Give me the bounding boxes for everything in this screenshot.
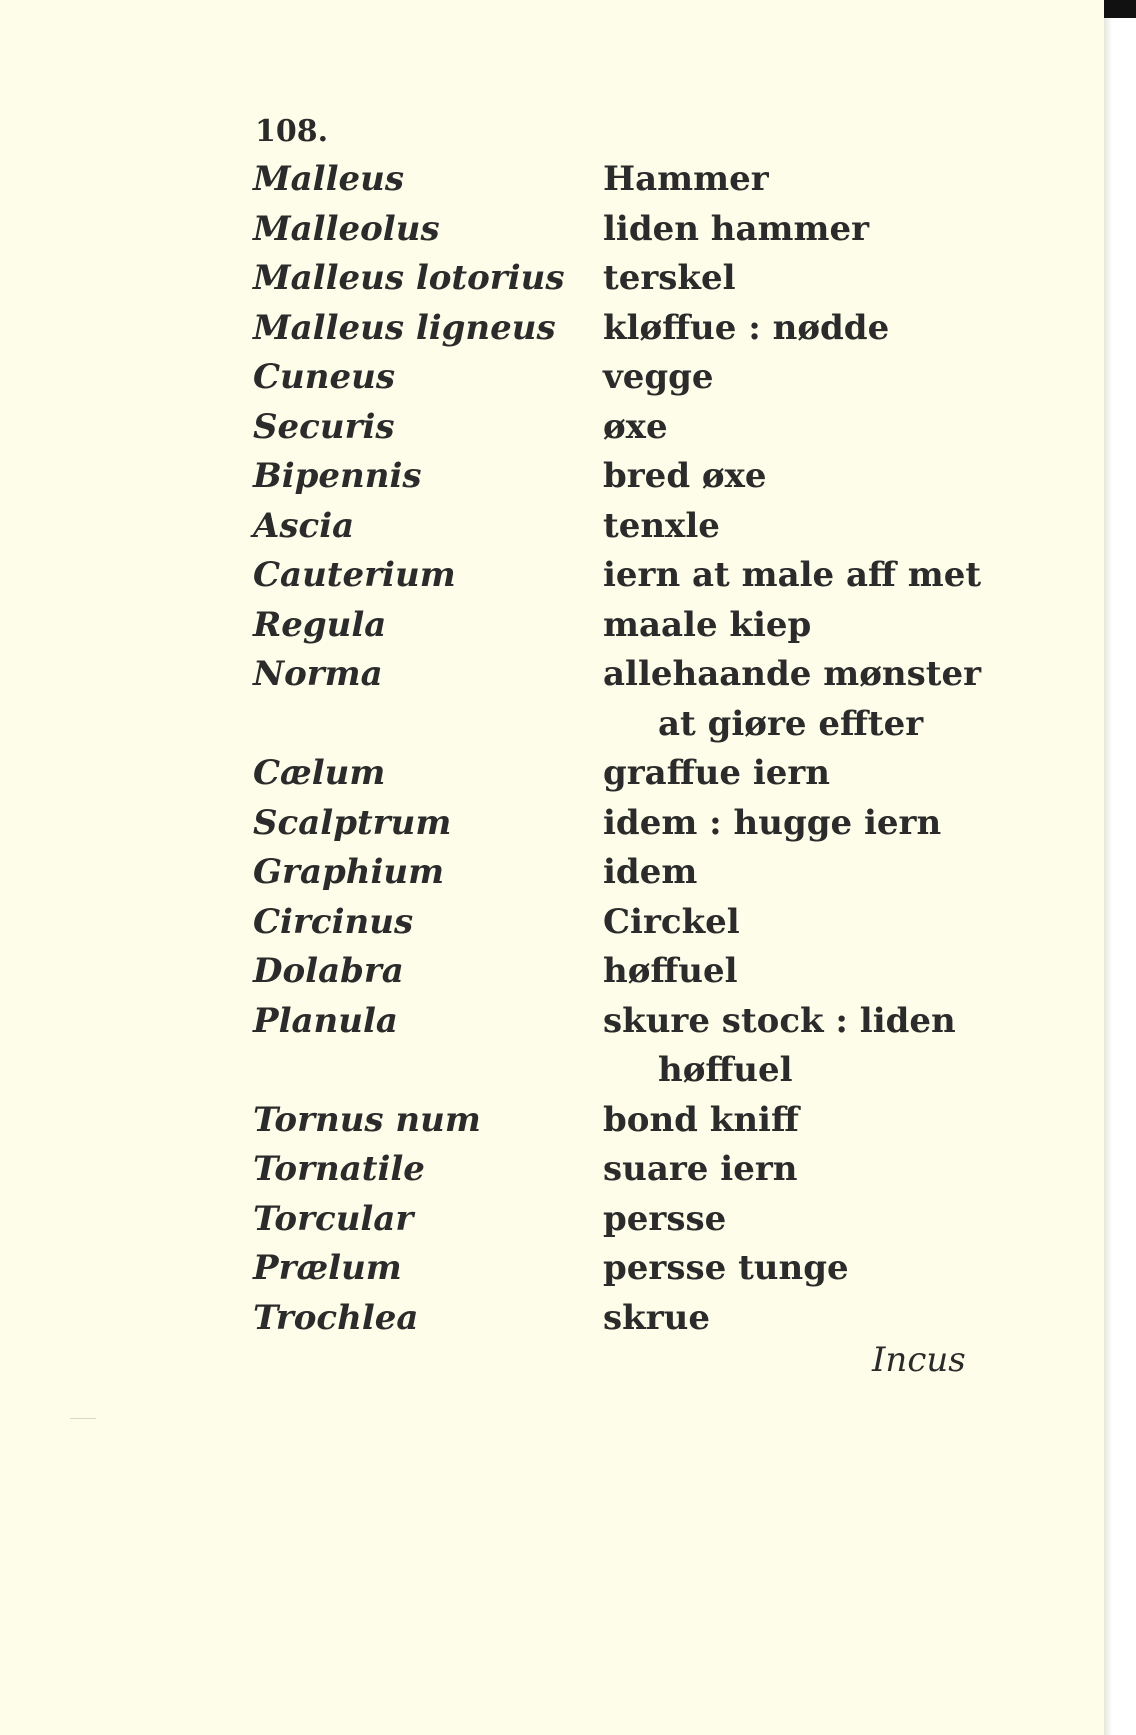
danish-term: tenxle	[603, 505, 720, 546]
danish-term: terskel	[603, 258, 736, 298]
danish-term: vegge	[603, 357, 714, 397]
danish-term: idem : hugge iern	[603, 802, 942, 843]
list-item	[0, 898, 1104, 948]
danish-term: graffue iern	[603, 753, 830, 793]
danish-term: Hammer	[603, 159, 769, 199]
list-item	[0, 997, 1104, 1047]
danish-term: iern at male aff met	[603, 555, 982, 595]
list-item	[0, 304, 1104, 354]
latin-term: Malleolus	[253, 208, 440, 249]
list-item	[0, 947, 1104, 997]
list-item	[0, 502, 1104, 552]
latin-term: Scalptrum	[253, 802, 452, 843]
list-item	[0, 601, 1104, 651]
danish-term: bred øxe	[603, 456, 767, 496]
latin-term: Dolabra	[253, 951, 404, 991]
list-item	[0, 551, 1104, 601]
latin-term: Cælum	[253, 753, 386, 793]
list-item	[0, 650, 1104, 700]
page-edge-shadow	[1104, 0, 1112, 1735]
danish-term: høffuel	[603, 951, 738, 991]
list-item	[0, 403, 1104, 453]
latin-term: Prælum	[253, 1248, 402, 1288]
glossary-list	[0, 155, 1104, 1343]
latin-term: Norma	[253, 654, 383, 694]
latin-term: Torcular	[253, 1198, 414, 1239]
danish-term: Circkel	[603, 901, 740, 942]
latin-term: Graphium	[253, 852, 445, 892]
danish-term: persse	[603, 1198, 727, 1239]
list-item	[0, 1096, 1104, 1146]
latin-term: Securis	[253, 406, 395, 447]
danish-term: allehaande mønster	[603, 654, 982, 694]
list-item	[0, 848, 1104, 898]
list-item	[0, 155, 1104, 205]
list-item	[0, 799, 1104, 849]
list-item	[0, 749, 1104, 799]
danish-term: kløffue : nødde	[603, 307, 890, 348]
latin-term: Cauterium	[253, 555, 456, 595]
danish-term-continuation: høffuel	[658, 1050, 793, 1090]
list-item	[0, 353, 1104, 403]
list-item	[0, 1046, 1104, 1096]
latin-term: Malleus ligneus	[253, 307, 556, 348]
danish-term: skrue	[603, 1297, 710, 1338]
latin-term: Malleus lotorius	[253, 258, 565, 298]
danish-term: liden hammer	[603, 208, 870, 249]
latin-term: Ascia	[253, 505, 355, 546]
danish-term: øxe	[603, 406, 668, 447]
list-item	[0, 1244, 1104, 1294]
danish-term: suare iern	[603, 1149, 798, 1189]
list-item	[0, 205, 1104, 255]
latin-term: Malleus	[253, 159, 404, 199]
danish-term: idem	[603, 852, 698, 892]
latin-term: Bipennis	[253, 456, 422, 496]
list-item	[0, 700, 1104, 750]
danish-term: maale kiep	[603, 604, 812, 645]
catchword: Incus	[872, 1340, 966, 1380]
latin-term: Regula	[253, 604, 387, 645]
latin-term: Circinus	[253, 901, 414, 942]
latin-term: Trochlea	[253, 1297, 419, 1338]
danish-term: skure stock : liden	[603, 1000, 956, 1041]
danish-term: bond kniff	[603, 1099, 799, 1140]
latin-term: Cuneus	[253, 357, 395, 397]
page-number: 108.	[255, 114, 329, 149]
latin-term: Planula	[253, 1000, 398, 1041]
list-item	[0, 254, 1104, 304]
list-item	[0, 452, 1104, 502]
latin-term: Tornus num	[253, 1099, 481, 1140]
danish-term: persse tunge	[603, 1248, 849, 1288]
danish-term-continuation: at giøre effter	[658, 703, 924, 744]
latin-term: Tornatile	[253, 1149, 425, 1189]
list-item	[0, 1195, 1104, 1245]
scan-edge-mark	[1104, 0, 1136, 18]
list-item	[0, 1145, 1104, 1195]
divider	[70, 1418, 96, 1419]
